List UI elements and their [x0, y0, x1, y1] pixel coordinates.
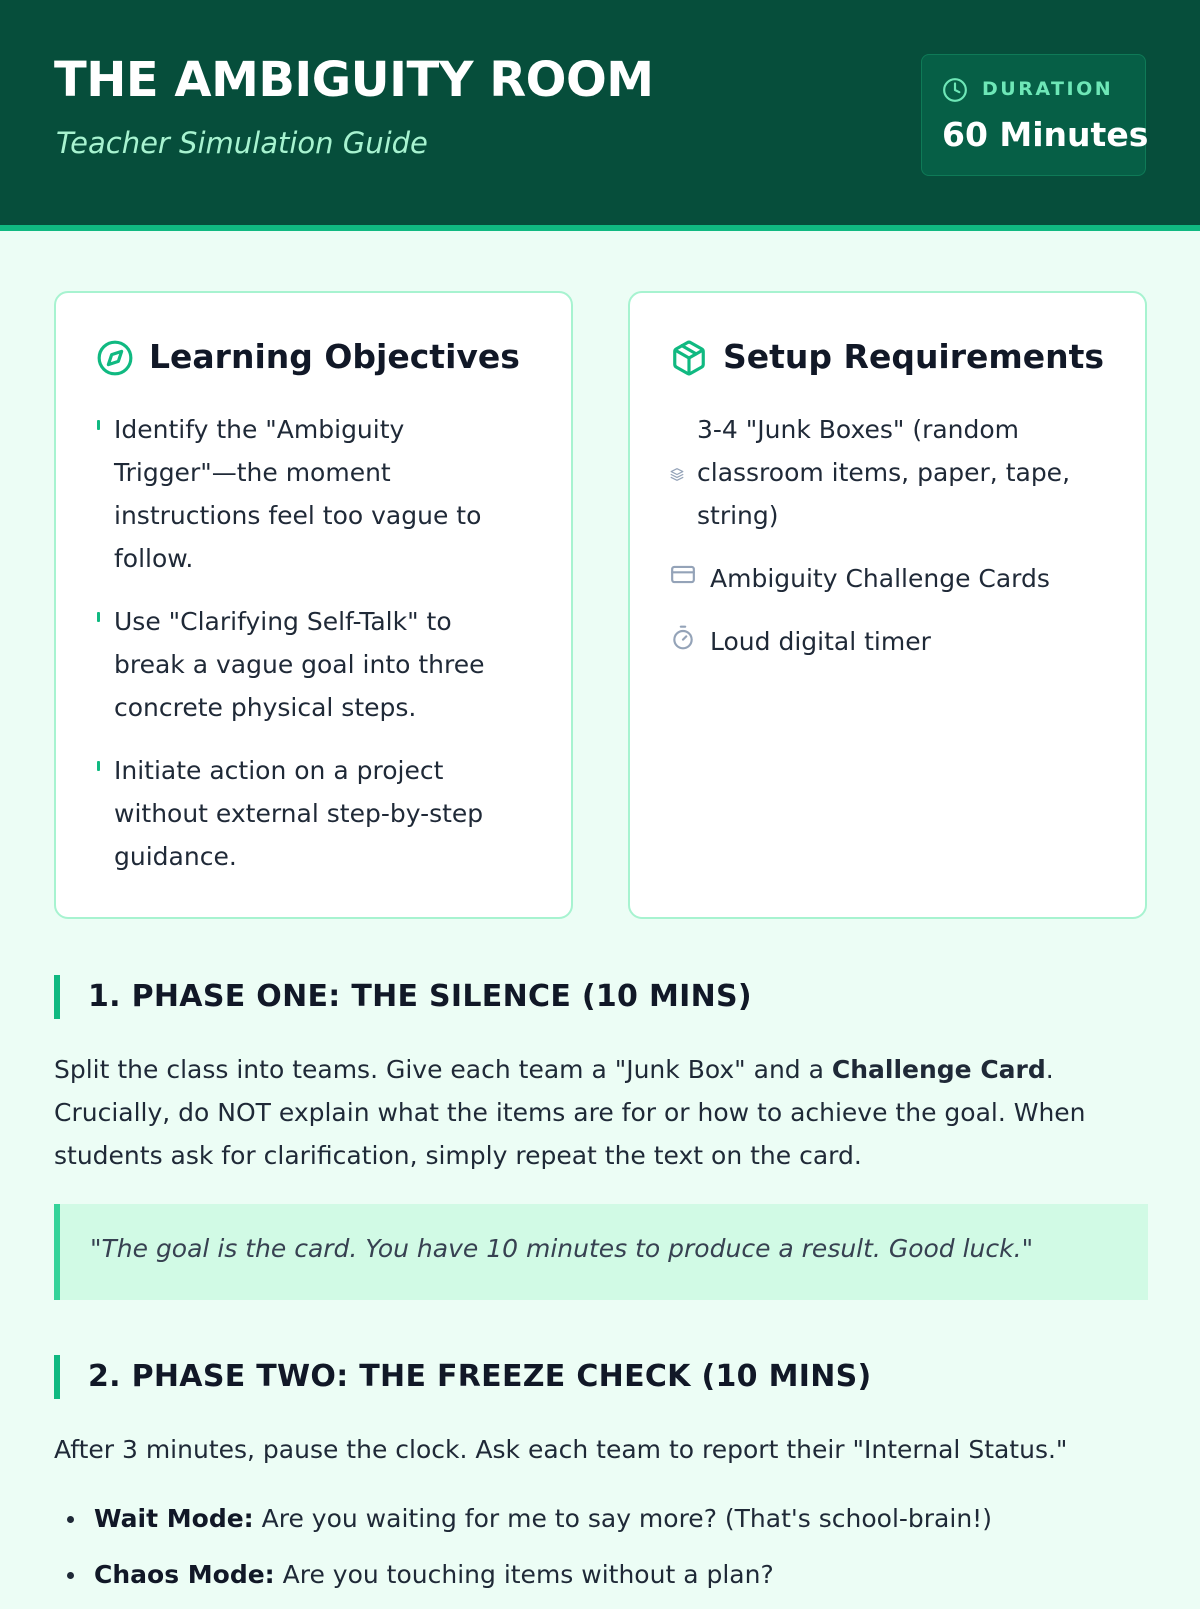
duration-value: 60 Minutes — [942, 115, 1149, 154]
status-item — [54, 1553, 1154, 1596]
phase-one-text-part: . Crucially, do NOT explain what the items are for or how to achieve the goal. When students ask for clarification, simply repeat the text on the card. — [54, 1055, 1086, 1170]
box-icon — [670, 339, 708, 381]
status-item — [54, 1497, 1154, 1540]
setup-list — [670, 408, 1110, 683]
setup-text: 3-4 "Junk Boxes" (random classroom items, paper, tape, string) — [697, 415, 1071, 530]
objective-text: Use "Clarifying Self-Talk" to break a vague goal into three concrete physical steps. — [114, 607, 485, 722]
clock-icon — [942, 77, 968, 107]
phase-one-text-part: Split the class into teams. Give each team a "Junk Box" and a — [54, 1055, 832, 1084]
header-banner — [0, 0, 1200, 231]
page-subtitle: Teacher Simulation Guide — [56, 126, 428, 160]
phase-two-heading: 2. PHASE TWO: THE FREEZE CHECK (10 MINS) — [54, 1355, 872, 1399]
setup-card — [628, 291, 1147, 919]
setup-text: Loud digital timer — [710, 627, 931, 656]
bullet-tick-icon — [97, 761, 100, 771]
teacher-quote: "The goal is the card. You have 10 minutes to produce a result. Good luck." — [54, 1204, 1148, 1300]
status-list — [54, 1497, 1154, 1609]
status-label: Wait Mode: — [94, 1504, 254, 1533]
phase-one-heading: 1. PHASE ONE: THE SILENCE (10 MINS) — [54, 975, 752, 1019]
objective-item — [114, 749, 514, 878]
objectives-card — [54, 291, 573, 919]
duration-badge — [921, 54, 1149, 176]
setup-item — [670, 620, 1110, 663]
objective-item — [114, 408, 514, 580]
page-title: THE AMBIGUITY ROOM — [54, 52, 654, 108]
card-icon — [670, 557, 696, 600]
setup-item — [670, 408, 1110, 537]
setup-item — [670, 557, 1110, 600]
timer-icon — [670, 620, 696, 663]
phase-one-text — [54, 1048, 1154, 1177]
bullet-tick-icon — [97, 612, 100, 622]
bullet-tick-icon — [97, 420, 100, 430]
objectives-title: Learning Objectives — [149, 337, 520, 376]
objectives-list — [114, 408, 514, 898]
stack-icon — [670, 451, 684, 494]
objective-text: Initiate action on a project without external step-by-step guidance. — [114, 756, 484, 871]
compass-icon — [96, 339, 134, 381]
status-label: Chaos Mode: — [94, 1560, 275, 1589]
challenge-card-emphasis: Challenge Card — [831, 1055, 1046, 1084]
objective-text: Identify the "Ambiguity Trigger"—the moment instructions feel too vague to follow. — [114, 415, 482, 573]
setup-title: Setup Requirements — [723, 337, 1105, 376]
status-text: Are you touching items without a plan? — [274, 1560, 774, 1589]
status-text: Are you waiting for me to say more? (That's school-brain!) — [253, 1504, 992, 1533]
phase-two-text: After 3 minutes, pause the clock. Ask each team to report their "Internal Status." — [54, 1435, 1068, 1464]
setup-text: Ambiguity Challenge Cards — [710, 564, 1050, 593]
objective-item — [114, 600, 514, 729]
duration-label: DURATION — [982, 78, 1114, 100]
